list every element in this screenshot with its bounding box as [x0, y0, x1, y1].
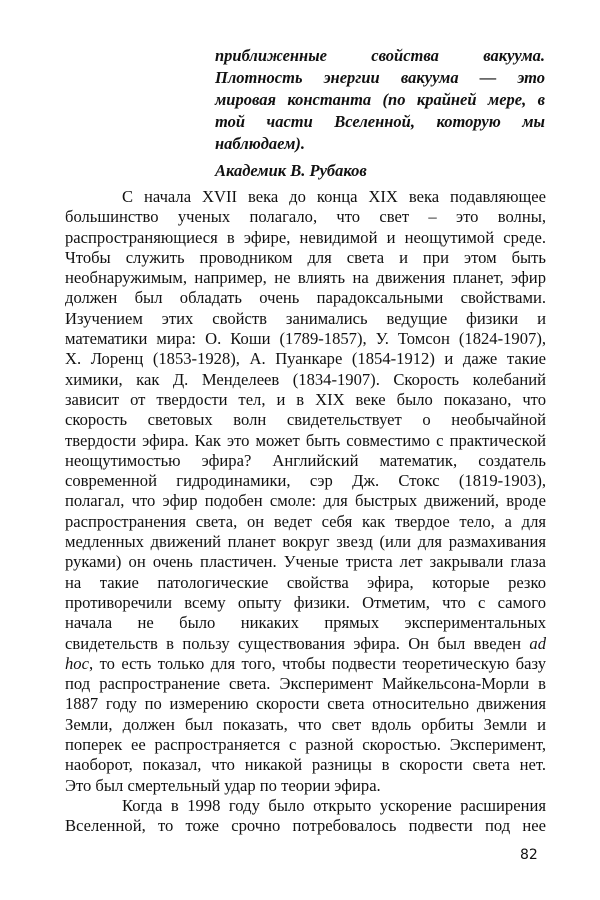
body-line	[65, 390, 546, 410]
body-line	[65, 755, 546, 775]
text: скорость световых волн свидетельствует о необычайной	[65, 410, 546, 430]
body-line	[65, 268, 546, 288]
epigraph	[215, 45, 545, 155]
body-line	[65, 593, 546, 613]
body-line	[65, 288, 546, 308]
body-line	[65, 715, 546, 735]
text: начала не было никаких прямых экспериментальных	[65, 613, 546, 633]
body-line	[65, 309, 546, 329]
body-line	[65, 654, 546, 674]
body-line	[65, 735, 546, 755]
text: наоборот, показал, что никакой разницы в скорости света нет.	[65, 755, 546, 775]
text: , то есть только для того, чтобы подвести теоретическую базу	[88, 653, 546, 673]
text: Когда в 1998 году было открыто ускорение расширения	[122, 795, 546, 815]
body-line	[65, 248, 546, 268]
body-line	[65, 552, 546, 572]
body-line	[65, 613, 546, 633]
text: противоречили всему опыту физики. Отметим, что с самого	[65, 592, 546, 612]
body-line	[65, 451, 546, 471]
page-number: 82	[520, 847, 538, 863]
text: на такие патологические свойства эфира, которые резко	[65, 572, 546, 592]
body-line	[65, 674, 546, 694]
text: неощутимостью эфира? Английский математик, создатель	[65, 450, 546, 470]
text: руками) он очень пластичен. Ученые триста лет закрывали глаза	[65, 552, 546, 572]
text: распространения света, он ведет себя как твердое тело, а для	[65, 511, 546, 531]
text: свидетельств в пользу существования эфира. Он был введен	[65, 633, 530, 653]
text: зависит от твердости тел, и в XIX веке было показано, что	[65, 389, 546, 409]
body-line	[65, 634, 546, 654]
body-line	[65, 370, 546, 390]
body-line	[65, 776, 546, 796]
body-line	[65, 228, 546, 248]
text: Изучением этих свойств занимались ведущие физики и	[65, 308, 546, 328]
text: С начала XVII века до конца XIX века подавляющее	[122, 187, 546, 206]
epigraph-line: приближенные свойства вакуума.	[215, 46, 545, 65]
body-line	[65, 329, 546, 349]
text: полагал, что эфир подобен смоле: для быстрых движений, вроде	[65, 491, 546, 511]
body-line	[65, 694, 546, 714]
text: Земли, должен был показать, что свет вдоль орбиты Земли и	[65, 714, 546, 734]
italic-text: ad	[529, 633, 546, 653]
body-line	[65, 512, 546, 532]
text: медленных движений планет вокруг звезд (или для размахивания	[65, 532, 546, 552]
text: должен был обладать очень парадоксальными свойствами.	[65, 288, 546, 308]
body-line	[65, 816, 546, 836]
epigraph-line: мировая константа (по крайней мере, в	[215, 90, 545, 109]
body-line	[65, 349, 546, 369]
body-line	[65, 532, 546, 552]
text: под распространение света. Эксперимент Майкельсона-Морли в	[65, 674, 546, 694]
text: Вселенной, то тоже срочно потребовалось подвести под нее	[65, 816, 546, 836]
text: твердости эфира. Как это может быть совместимо с практической	[65, 430, 546, 450]
body-line	[65, 573, 546, 593]
text: необнаружимым, например, не влиять на движения планет, эфир	[65, 268, 546, 288]
body-text	[65, 187, 546, 837]
body-line	[65, 187, 546, 207]
text: 1887 году по измерению скорости света относительно движения	[65, 694, 546, 714]
body-line	[65, 471, 546, 491]
epigraph-line: наблюдаем).	[215, 134, 306, 153]
body-line	[65, 431, 546, 451]
text: химики, как Д. Менделеев (1834-1907). Скорость колебаний	[65, 369, 546, 389]
text: Это был смертельный удар по теории эфира.	[65, 775, 381, 795]
epigraph-line: той части Вселенной, которую мы	[215, 112, 545, 131]
text: современной гидродинамики, сэр Дж. Стокс (1819-1903),	[65, 471, 546, 491]
epigraph-author: Академик В. Рубаков	[215, 161, 367, 180]
body-line	[65, 207, 546, 227]
epigraph-line: Плотность энергии вакуума — это	[215, 68, 545, 87]
text: математики мира: О. Коши (1789-1857), У. Томсон (1824-1907),	[65, 329, 546, 349]
text: поперек ее распространяется с разной скоростью. Эксперимент,	[65, 735, 546, 755]
text: Чтобы служить проводником для света и при этом быть	[65, 247, 546, 267]
body-line	[65, 410, 546, 430]
body-line	[65, 491, 546, 511]
body-line	[65, 796, 546, 816]
italic-text: hoc	[65, 653, 89, 673]
text: Х. Лоренц (1853-1928), А. Пуанкаре (1854-1912) и даже такие	[65, 349, 546, 369]
text: распространяющиеся в эфире, невидимой и неощутимой среде.	[65, 227, 546, 247]
text: большинство ученых полагало, что свет – это волны,	[65, 207, 546, 227]
